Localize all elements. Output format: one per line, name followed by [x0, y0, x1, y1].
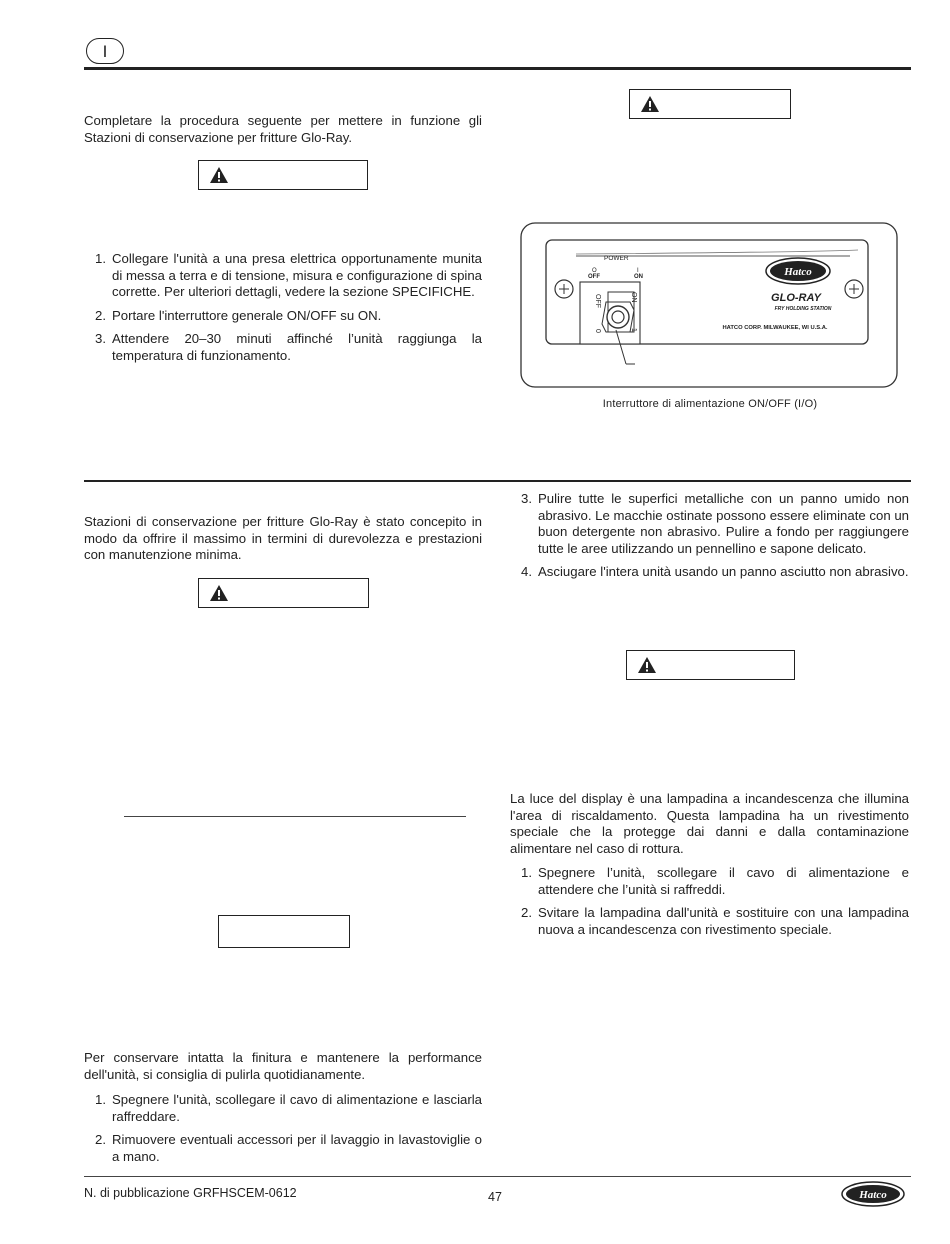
lamp-intro: La luce del display è una lampadina a incandescenza che illumina l'area di riscaldamento. Questa lampadina ha un rivestimento speciale che la protegge dai danni e dalla contaminazione alimentare nel caso di rottura. [510, 791, 909, 856]
list-item [84, 1092, 482, 1125]
product-subtitle: FRY HOLDING STATION [774, 306, 832, 312]
cleaning-steps-right [510, 491, 909, 588]
list-item [84, 251, 482, 301]
header-rule [84, 67, 911, 70]
step-number: 4. [521, 564, 532, 580]
list-item [510, 865, 909, 898]
figure-caption: Interruttore di alimentazione ON/OFF (I/O) [602, 398, 818, 410]
footer-hatco-logo [840, 1180, 908, 1208]
footer-logo-text: Hatco [859, 1189, 887, 1201]
power-switch-figure [520, 222, 898, 388]
lamp-steps [510, 865, 909, 945]
on-symbol: I [637, 268, 639, 274]
step-number: 1. [95, 251, 106, 266]
warning-icon [209, 584, 229, 602]
step-text: Spegnere l'unità, scollegare il cavo di alimentazione e lasciarla raffreddare. [112, 1092, 482, 1124]
empty-box [218, 915, 350, 948]
step-text: Spegnere l’unità, scollegare il cavo di alimentazione e attendere che l’unità si raffreddi. [538, 865, 909, 897]
list-item [84, 331, 482, 364]
list-item [84, 308, 482, 325]
list-item [510, 905, 909, 938]
section-rule [84, 480, 911, 482]
manufacturer-text: HATCO CORP. MILWAUKEE, WI U.S.A. [722, 325, 828, 331]
step-text: Svitare la lampadina dall'unità e sostituire con una lampadina nuova a incandescenza con rivestimento speciale. [538, 905, 909, 937]
off-label: OFF [588, 274, 600, 280]
off-symbol: O [592, 268, 597, 274]
step-number: 2. [95, 1132, 106, 1148]
switch-on-label: ON [630, 292, 637, 303]
step-number: 1. [521, 865, 532, 880]
maintenance-intro: Stazioni di conservazione per fritture Glo-Ray è stato concepito in modo da offrire il massimo in termini di durevolezza e prestazioni con manutenzione minima. [84, 514, 482, 563]
warning-icon [640, 95, 660, 113]
list-item [510, 564, 909, 581]
language-badge: I [86, 38, 124, 64]
step-number: 3. [95, 331, 106, 347]
power-label: POWER [604, 255, 629, 262]
list-item [84, 1132, 482, 1165]
step-number: 1. [95, 1092, 106, 1107]
warning-box-lamp [626, 650, 795, 680]
switch-1-label: 1 [630, 328, 637, 332]
step-text: Portare l'interruttore generale ON/OFF su ON. [112, 307, 382, 323]
step-number: 2. [95, 307, 106, 323]
footer-rule [84, 1176, 911, 1177]
warning-box-maintenance [198, 578, 369, 608]
publication-number: N. di pubblicazione GRFHSCEM-0612 [84, 1186, 297, 1200]
step-text: Collegare l'unità a una presa elettrica opportunamente munita di messa a terra e di tensione, misura e configurazione di spina corrette. Per ulteriori dettagli, vedere la sezione SPECIFICHE. [112, 251, 482, 300]
step-number: 3. [521, 491, 532, 506]
cleaning-intro: Per conservare intatta la finitura e mantenere la performance dell'unità, si consiglia di pulirla quotidianamente. [84, 1050, 482, 1082]
cleaning-steps-left [84, 1092, 482, 1172]
list-item [510, 491, 909, 557]
step-text: Asciugare l'intera unità usando un panno asciutto non abrasivo. [538, 564, 909, 580]
warning-box-startup [198, 160, 368, 190]
startup-intro: Completare la procedura seguente per mettere in funzione gli Stazioni di conservazione per fritture Glo-Ray. [84, 113, 482, 145]
on-label: ON [634, 274, 643, 280]
step-text: Pulire tutte le superfici metalliche con un panno umido non abrasivo. Le macchie ostinate possono essere eliminate con un buon detergente non abrasivo. Pulire a fondo per raggiungere tutte le aree utilizzando un pennellino e sapone delicato. [538, 491, 909, 556]
warning-box-top-right [629, 89, 791, 119]
product-name: GLO-RAY [771, 292, 821, 304]
switch-0-label: 0 [594, 329, 601, 333]
step-number: 2. [521, 905, 532, 921]
switch-off-label: OFF [594, 294, 601, 308]
startup-steps [84, 251, 482, 372]
step-text: Attendere 20–30 minuti affinché l’unità raggiunga la temperatura di funzionamento. [112, 331, 482, 363]
divider-line [124, 816, 466, 817]
warning-icon [637, 656, 657, 674]
warning-icon [209, 166, 229, 184]
page-number: 47 [488, 1190, 502, 1204]
step-text: Rimuovere eventuali accessori per il lavaggio in lavastoviglie o a mano. [112, 1132, 482, 1164]
brand-logo-text: Hatco [784, 266, 812, 278]
